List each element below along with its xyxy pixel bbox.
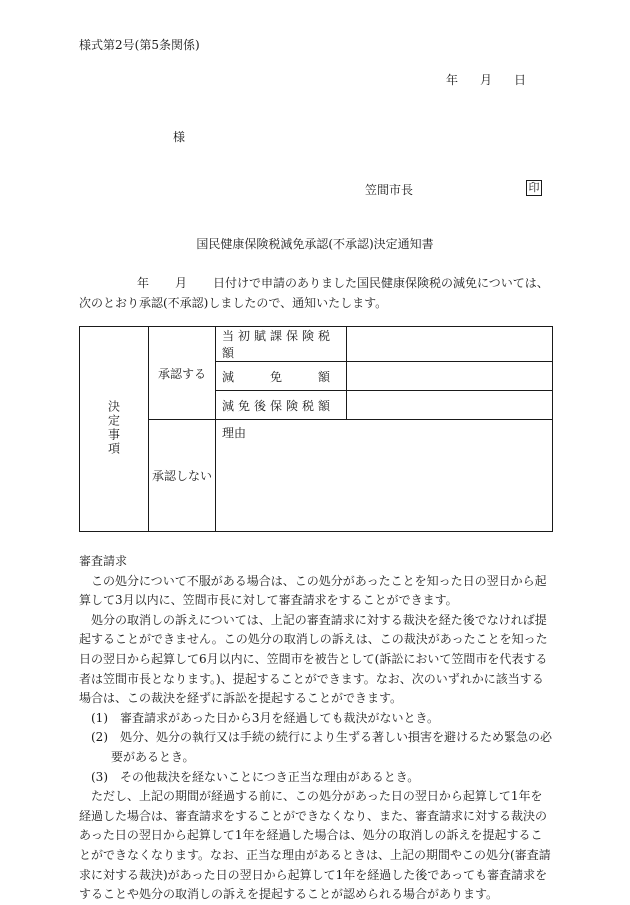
review-item-3: (3) その他裁決を経ないことにつき正当な理由があるとき。 bbox=[91, 769, 420, 784]
approve-cell bbox=[149, 327, 216, 420]
decision-section-label: 決定事項 bbox=[106, 399, 121, 456]
document-title: 国民健康保険税減免承認(不承認)決定通知書 bbox=[196, 237, 434, 251]
date-month: 月 bbox=[480, 73, 493, 87]
approve-label: 承認する bbox=[157, 366, 206, 381]
review-paragraph-3: ただし、上記の期間が経過する前に、この処分があった日の翌日から起算して1年を経過した場合は、審査請求をすることができなくなり、また、審査請求に対する裁決のあった日の翌日から起算して1年を経過した場合は、処分の取消しの訴えを提起することができなくなります。なお、正当な理由があるときは、上記の期間やこの処分(審査請求に対する裁決)があった日の翌日から起算して1年を経過した後であっても審査請求をすることや処分の取消しの訴えを提起することが認められる場合があります。 bbox=[79, 789, 551, 902]
row-value-reduction bbox=[347, 362, 553, 391]
intro-paragraph bbox=[79, 273, 554, 313]
intro-text: 日付けで申請のありました国民健康保険税の減免については、次のとおり承認(不承認)しましたので、通知いたします。 bbox=[79, 276, 549, 310]
reject-label: 承認しない bbox=[151, 469, 212, 483]
seal-box: 印 bbox=[526, 180, 542, 196]
row-label-initial-tax: 当初賦課保険税額 bbox=[216, 327, 347, 362]
review-item-1: (1) 審査請求があった日から3月を経過しても裁決がないとき。 bbox=[91, 710, 440, 725]
reject-cell bbox=[149, 420, 216, 532]
decision-table bbox=[79, 326, 553, 532]
decision-section-cell bbox=[80, 327, 149, 532]
reason-label: 理由 bbox=[222, 426, 247, 440]
row-label-reduction: 減 免 額 bbox=[216, 362, 347, 391]
date-line bbox=[446, 71, 526, 88]
sender-name: 笠間市長 bbox=[365, 183, 414, 197]
review-paragraph-1: この処分について不服がある場合は、この処分があったことを知った日の翌日から起算して3月以内に、笠間市長に対して審査請求をすることができます。 bbox=[79, 573, 547, 608]
review-section bbox=[79, 552, 554, 905]
row-value-after-reduction bbox=[347, 391, 553, 420]
row-value-initial-tax bbox=[347, 327, 553, 362]
addressee-suffix: 様 bbox=[173, 130, 186, 144]
review-paragraph-2: 処分の取消しの訴えについては、上記の審査請求に対する裁決を経た後でなければ提起することができません。この処分の取消しの訴えは、この裁決があったことを知った日の翌日から起算して6月以内に、笠間市を被告として(訴訟において笠間市を代表する者は笠間市長となります。)、提起することができます。なお、次のいずれかに該当する場合は、この裁決を経ずに訴訟を提起することができます。 bbox=[79, 612, 548, 706]
intro-year: 年 bbox=[137, 276, 150, 290]
date-day: 日 bbox=[514, 73, 527, 87]
date-year: 年 bbox=[446, 73, 459, 87]
form-number: 様式第2号(第5条関係) bbox=[79, 38, 200, 52]
row-label-after-reduction: 減免後保険税額 bbox=[216, 391, 347, 420]
intro-month: 月 bbox=[175, 276, 188, 290]
reason-cell bbox=[216, 420, 553, 532]
review-heading: 審査請求 bbox=[79, 554, 128, 568]
review-item-2: (2) 処分、処分の執行又は手続の続行により生ずる著しい損害を避けるため緊急の必要があるとき。 bbox=[91, 730, 553, 764]
